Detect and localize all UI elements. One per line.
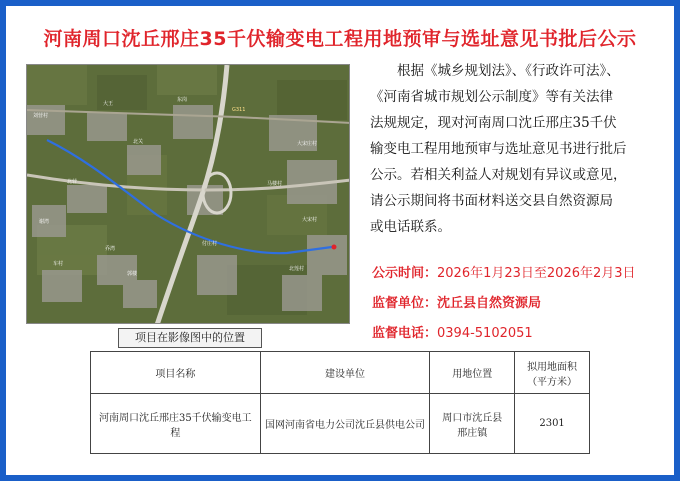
body-line: 法规规定，现对河南周口沈丘邢庄35千伏 bbox=[370, 115, 617, 131]
svg-text:G311: G311 bbox=[232, 107, 246, 113]
notice-time bbox=[372, 262, 636, 281]
notice-body bbox=[370, 58, 670, 240]
table-header: 拟用地面积 （平方米） bbox=[515, 352, 590, 394]
project-table bbox=[90, 351, 590, 454]
svg-text:谢湾: 谢湾 bbox=[39, 219, 50, 225]
table-cell: 2301 bbox=[515, 394, 590, 454]
table-header: 项目名称 bbox=[91, 352, 261, 394]
body-line: 根据《城乡规划法》、《行政许可法》、 bbox=[397, 63, 620, 79]
page-title: 河南周口沈丘邢庄35千伏输变电工程用地预审与选址意见书批后公示 bbox=[43, 28, 637, 50]
svg-text:乔湾: 乔湾 bbox=[105, 246, 116, 252]
notice-phone-value: 0394-5102051 bbox=[437, 326, 533, 341]
table-header-row bbox=[91, 352, 590, 394]
svg-text:北营: 北营 bbox=[67, 179, 78, 185]
svg-text:大宋庄村: 大宋庄村 bbox=[297, 141, 318, 147]
svg-text:车村: 车村 bbox=[53, 261, 64, 267]
notice-time-label: 公示时间： bbox=[372, 266, 438, 281]
table-cell: 国网河南省电力公司沈丘县供电公司 bbox=[260, 394, 430, 454]
table-cell: 周口市沈丘县 邢庄镇 bbox=[430, 394, 515, 454]
table-row bbox=[91, 394, 590, 454]
body-line: 输变电工程用地预审与选址意见书进行批后 bbox=[370, 141, 627, 157]
svg-text:大宋村: 大宋村 bbox=[302, 217, 318, 223]
svg-text:付庄村: 付庄村 bbox=[202, 241, 218, 247]
body-line: 公示。若相关利益人对规划有异议或意见， bbox=[370, 167, 627, 183]
body-line: 《河南省城市规划公示制度》等有关法律 bbox=[370, 89, 613, 105]
notice-unit-value: 沈丘县自然资源局 bbox=[437, 296, 542, 311]
body-line: 请公示期间将书面材料送交县自然资源局 bbox=[370, 193, 613, 209]
map-caption: 项目在影像图中的位置 bbox=[118, 328, 262, 348]
svg-text:北莲村: 北莲村 bbox=[289, 266, 305, 272]
satellite-map bbox=[26, 64, 350, 324]
notice-unit bbox=[372, 292, 541, 311]
svg-text:北关: 北关 bbox=[133, 139, 144, 145]
table-header: 建设单位 bbox=[260, 352, 430, 394]
notice-phone bbox=[372, 322, 533, 341]
notice-sheet bbox=[6, 6, 674, 475]
body-line: 或电话联系。 bbox=[370, 219, 451, 235]
svg-text:大王: 大王 bbox=[103, 101, 114, 107]
svg-text:东岗: 东岗 bbox=[177, 97, 188, 103]
notice-time-value: 2026年1月23日至2026年2月3日 bbox=[437, 266, 636, 281]
svg-text:马楼村: 马楼村 bbox=[267, 181, 283, 187]
notice-phone-label: 监督电话： bbox=[372, 326, 438, 341]
table-header: 用地位置 bbox=[430, 352, 515, 394]
svg-text:刘营村: 刘营村 bbox=[33, 113, 49, 119]
svg-text:郭楼: 郭楼 bbox=[127, 271, 138, 277]
table-cell: 河南周口沈丘邢庄35千伏输变电工程 bbox=[91, 394, 261, 454]
notice-unit-label: 监督单位： bbox=[372, 296, 438, 311]
